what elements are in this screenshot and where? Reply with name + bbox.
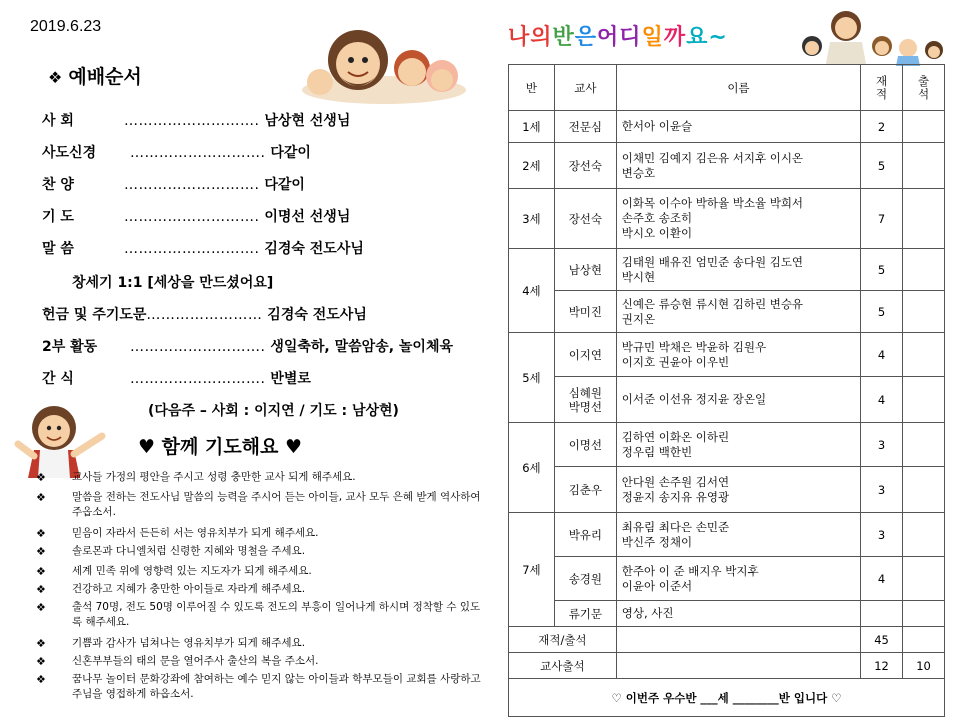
- class-cell: 3세: [509, 189, 555, 249]
- order-row: [42, 304, 367, 324]
- table-row: [509, 513, 945, 557]
- teacher-cell: [554, 377, 616, 423]
- jesus-cartoon-icon: [300, 18, 468, 104]
- attend-cell[interactable]: [903, 189, 945, 249]
- roster-title-part: 요~: [686, 25, 728, 50]
- order-dots: ……………………: [146, 307, 263, 323]
- name-line: 변승호: [621, 165, 656, 180]
- teacher-cell: 전문심: [554, 111, 616, 143]
- enrolled-cell: [861, 601, 903, 627]
- enrolled-cell: 7: [861, 189, 903, 249]
- header-enrolled-text: 재 적: [875, 73, 888, 101]
- order-row: [42, 238, 364, 258]
- enrolled-cell: 2: [861, 111, 903, 143]
- table-row: [509, 467, 945, 513]
- jesus-waving-icon: [14, 400, 124, 480]
- names-cell: [616, 601, 860, 627]
- order-dots: ……………………….: [124, 113, 260, 129]
- totals-label: 재적/출석: [509, 627, 617, 653]
- names-cell: [616, 111, 860, 143]
- table-header-row: [509, 65, 945, 111]
- names-cell: [616, 189, 860, 249]
- table-row: [509, 291, 945, 333]
- table-row: [509, 111, 945, 143]
- order-value: 다같이: [270, 145, 311, 161]
- attend-cell[interactable]: [903, 423, 945, 467]
- names-cell: [616, 333, 860, 377]
- roster-title: [508, 20, 728, 51]
- order-row: [42, 336, 453, 356]
- teacher-cell: 이명선: [554, 423, 616, 467]
- order-value: 김경숙 전도사님: [264, 241, 364, 257]
- order-label: 간 식: [42, 371, 74, 387]
- enrolled-cell: 5: [861, 291, 903, 333]
- class-cell: 2세: [509, 143, 555, 189]
- teacher-attend-enrolled: 12: [861, 653, 903, 679]
- name-line: 이채민 김예지 김은유 서지후 이시온: [621, 150, 804, 165]
- roster-title-part: 어디: [597, 25, 642, 50]
- name-line: 김하연 이화온 이하린: [621, 429, 730, 444]
- table-row: [509, 377, 945, 423]
- order-row: [42, 174, 305, 194]
- class-cell: 6세: [509, 423, 555, 513]
- teacher-cell: 송경원: [554, 557, 616, 601]
- roster-title-part: 나의: [508, 25, 553, 50]
- order-dots: ……………………….: [124, 209, 260, 225]
- names-cell: [616, 377, 860, 423]
- order-value: 이명선 선생님: [264, 209, 351, 225]
- kids-cartoon-icon: [790, 6, 950, 66]
- order-value: 남상현 선생님: [264, 113, 351, 129]
- name-line: 이서준 이선유 정지윤 장온일: [621, 392, 767, 406]
- attend-cell[interactable]: [903, 249, 945, 291]
- date: 2019.6.23: [30, 18, 102, 35]
- header-attend-text: 출 석: [917, 73, 930, 101]
- name-line: 박시현: [621, 269, 656, 284]
- prayer-text: 건강하고 지혜가 충만한 아이들로 자라게 해주세요.: [72, 583, 306, 595]
- names-cell: [616, 467, 860, 513]
- table-row: [509, 143, 945, 189]
- teacher-cell: 장선숙: [554, 143, 616, 189]
- order-label: 사도신경: [42, 145, 97, 161]
- diamond-bullet-icon: ❖: [36, 565, 46, 578]
- order-value: 김경숙 전도사님: [267, 307, 367, 323]
- roster-title-part: 반: [552, 25, 575, 50]
- prayer-text: 신혼부부들의 태의 문을 열어주사 출산의 복을 주소서.: [72, 655, 319, 667]
- name-line: 이지호 권윤아 이우빈: [621, 354, 730, 369]
- teacher-attend-blank: [616, 653, 860, 679]
- enrolled-cell: 4: [861, 333, 903, 377]
- name-line: 손주호 송조히: [621, 211, 693, 225]
- name-line: 권지온: [621, 311, 656, 326]
- prayer-title: ♥ 함께 기도해요 ♥: [138, 436, 303, 458]
- order-label: 사 회: [42, 113, 74, 129]
- teacher-cell: 이지연: [554, 333, 616, 377]
- teacher-cell: 류기문: [554, 601, 616, 627]
- totals-enrolled: 45: [861, 627, 903, 653]
- next-week-note: (다음주 – 사회 : 이지연 / 기도 : 남상현): [148, 403, 399, 419]
- enrolled-cell: 4: [861, 377, 903, 423]
- diamond-bullet-icon: ❖: [36, 491, 46, 504]
- enrolled-cell: 3: [861, 423, 903, 467]
- names-cell: [616, 423, 860, 467]
- best-class-footer: ♡ 이번주 우수반 ___세 ________반 입니다 ♡: [509, 679, 945, 717]
- diamond-bullet-icon: ❖: [36, 673, 46, 686]
- name-line: 안다원 손주원 김서연: [621, 474, 730, 489]
- table-row: [509, 557, 945, 601]
- order-title-text: 예배순서: [68, 66, 142, 88]
- order-dots: ……………………….: [124, 177, 260, 193]
- class-cell: 5세: [509, 333, 555, 423]
- names-cell: [616, 143, 860, 189]
- order-label: 2부 활동: [42, 339, 98, 355]
- order-dots: ……………………….: [130, 145, 266, 161]
- order-dots: ……………………….: [130, 371, 266, 387]
- header-class: 반: [509, 65, 555, 111]
- attend-cell[interactable]: [903, 601, 945, 627]
- teacher-cell: 장선숙: [554, 189, 616, 249]
- prayer-text: 기쁨과 감사가 넘쳐나는 영유치부가 되게 해주세요.: [72, 637, 306, 649]
- header-attend: [903, 65, 945, 111]
- prayer-text: 교사들 가정의 평안을 주시고 성령 충만한 교사 되게 해주세요.: [72, 471, 356, 483]
- name-line: 이윤아 이준서: [621, 578, 693, 593]
- order-label: 헌금 및 주기도문: [42, 307, 147, 323]
- order-row: [42, 110, 350, 130]
- roster-table: [508, 64, 945, 717]
- class-cell: 7세: [509, 513, 555, 627]
- names-cell: [616, 557, 860, 601]
- table-row: [509, 423, 945, 467]
- header-names: 이름: [616, 65, 860, 111]
- order-value: 생일축하, 말씀암송, 놀이체육: [270, 339, 454, 355]
- order-value: 다같이: [264, 177, 305, 193]
- order-row: [42, 368, 311, 388]
- names-cell: [616, 249, 860, 291]
- footer-row: [509, 679, 945, 717]
- diamond-bullet-icon: ❖: [36, 601, 46, 614]
- name-line: 신예은 류승현 류시현 김하린 변승유: [621, 296, 804, 311]
- prayer-text: 꿈나무 놀이터 문화강좌에 참여하는 예수 믿지 않는 아이들과 학부모들이 교회를 사랑하고 주님을 영접하게 하옵소서.: [72, 673, 481, 700]
- attend-cell[interactable]: [903, 377, 945, 423]
- class-cell: 4세: [509, 249, 555, 333]
- header-teacher: 교사: [554, 65, 616, 111]
- order-label: 찬 양: [42, 177, 74, 193]
- roster-title-part: 은: [574, 25, 598, 50]
- roster-title-part: 까: [663, 25, 687, 50]
- prayer-text: 믿음이 자라서 든든히 서는 영유치부가 되게 해주세요.: [72, 527, 319, 539]
- attend-cell[interactable]: [903, 111, 945, 143]
- names-cell: [616, 513, 860, 557]
- teacher-attend-count: 10: [903, 653, 945, 679]
- name-line: 박신주 정채이: [621, 534, 693, 549]
- scripture-reference: 창세기 1:1 [세상을 만드셨어요]: [72, 275, 274, 291]
- names-cell: [616, 291, 860, 333]
- diamond-bullet-icon: ❖: [36, 471, 46, 484]
- diamond-bullet-icon: ❖: [36, 583, 46, 596]
- table-row: [509, 189, 945, 249]
- name-line: 정우림 백한빈: [621, 444, 693, 459]
- order-row: [42, 206, 350, 226]
- name-line: 김태원 배유진 엄민준 송다원 김도연: [621, 254, 804, 269]
- diamond-bullet-icon: ❖: [36, 655, 46, 668]
- order-label: 기 도: [42, 209, 74, 225]
- diamond-bullet-icon: ❖: [36, 527, 46, 540]
- name-line: 한서아 이윤슬: [621, 119, 693, 133]
- diamond-bullet-icon: ❖: [36, 545, 46, 558]
- enrolled-cell: 4: [861, 557, 903, 601]
- name-line: 영상, 사진: [621, 606, 674, 620]
- prayer-text: 세계 민족 위에 영향력 있는 지도자가 되게 해주세요.: [72, 565, 312, 577]
- enrolled-cell: 5: [861, 143, 903, 189]
- prayer-text: 출석 70명, 전도 50명 이루어질 수 있도록 전도의 부흥이 일어나게 하시며 정착할 수 있도록 해주세요.: [72, 601, 481, 628]
- totals-row: [509, 627, 945, 653]
- name-line: 박규민 박채은 박윤하 김원우: [621, 339, 767, 354]
- name-line: 한주아 이 준 배지우 박지후: [621, 563, 759, 578]
- order-title: [48, 62, 142, 89]
- attend-cell[interactable]: [903, 557, 945, 601]
- name-line: 박시오 이환이: [621, 226, 693, 240]
- name-line: 최유림 최다은 손민준: [621, 519, 730, 534]
- teacher-cell: 김춘우: [554, 467, 616, 513]
- order-label: 말 씀: [42, 241, 74, 257]
- teacher-name: 심혜원 박명선: [568, 385, 603, 414]
- attend-cell[interactable]: [903, 513, 945, 557]
- teacher-cell: 박유리: [554, 513, 616, 557]
- totals-attend[interactable]: [903, 627, 945, 653]
- teacher-cell: 박미진: [554, 291, 616, 333]
- totals-blank: [616, 627, 860, 653]
- attend-cell[interactable]: [903, 291, 945, 333]
- enrolled-cell: 3: [861, 513, 903, 557]
- header-enrolled: [861, 65, 903, 111]
- table-row: [509, 249, 945, 291]
- enrolled-cell: 3: [861, 467, 903, 513]
- name-line: 정윤지 송지유 유영광: [621, 489, 730, 504]
- roster-title-part: 일: [641, 25, 664, 50]
- order-value: 반별로: [270, 371, 311, 387]
- enrolled-cell: 5: [861, 249, 903, 291]
- table-row: [509, 601, 945, 627]
- diamond-bullet-icon: ❖: [36, 637, 46, 650]
- order-dots: ……………………….: [124, 241, 260, 257]
- teacher-attend-row: [509, 653, 945, 679]
- class-cell: 1세: [509, 111, 555, 143]
- teacher-cell: 남상현: [554, 249, 616, 291]
- order-row: [42, 142, 311, 162]
- prayer-text: 말씀을 전하는 전도사님 말씀의 능력을 주시어 듣는 아이들, 교사 모두 은혜 받게 역사하여 주옵소서.: [72, 491, 481, 518]
- name-line: 이화목 이수아 박하율 박소율 박희서: [621, 196, 804, 210]
- attend-cell[interactable]: [903, 143, 945, 189]
- attend-cell[interactable]: [903, 467, 945, 513]
- diamond-bullet-icon: ❖: [48, 68, 63, 87]
- order-dots: ……………………….: [130, 339, 266, 355]
- prayer-text: 솔로몬과 다니엘처럼 신령한 지혜와 명철을 주세요.: [72, 545, 306, 557]
- attend-cell[interactable]: [903, 333, 945, 377]
- table-row: [509, 333, 945, 377]
- teacher-attend-label: 교사출석: [509, 653, 617, 679]
